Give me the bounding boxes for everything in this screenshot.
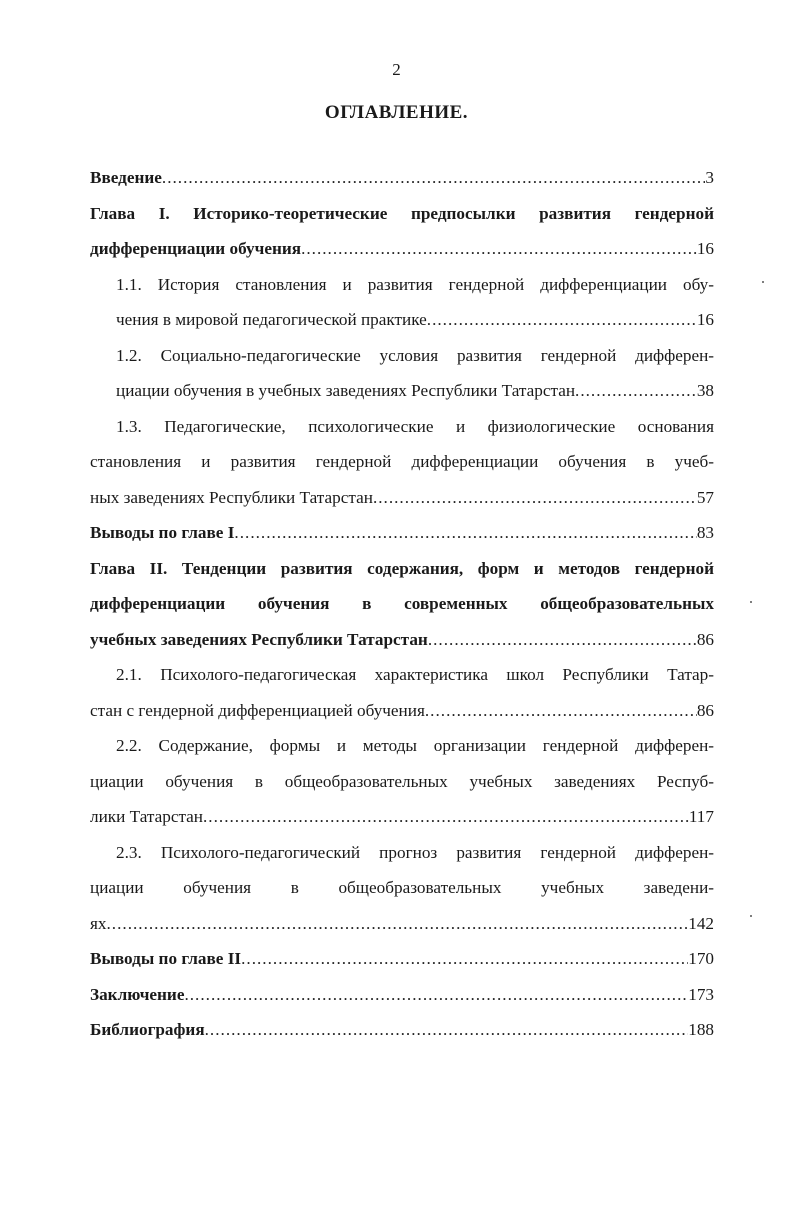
toc-page-number: 173 [688, 984, 714, 1004]
table-of-contents [90, 160, 714, 1048]
toc-entry-title: лики Татарстан [90, 807, 203, 826]
toc-entry-title: Библиография [90, 1020, 205, 1039]
toc-entry-title: циации обучения в общеобразовательных учебных заведениях Респуб- [90, 771, 714, 791]
toc-entry-title: Выводы по главе II [90, 949, 242, 968]
toc-entry-title: циации обучения в учебных заведениях Республики Татарстан [116, 381, 576, 400]
page-number: 2 [392, 60, 401, 79]
toc-entry-title: Глава II. Тенденции развития содержания, форм и методов гендерной [90, 558, 714, 578]
toc-entry-title: учебных заведениях Республики Татарстан [90, 629, 428, 649]
dot-leader [162, 160, 706, 196]
toc-entry-section-2-1[interactable] [90, 657, 714, 728]
toc-entry-section-2-3[interactable] [90, 835, 714, 942]
toc-page-number: 83 [696, 523, 714, 542]
toc-entry-title: стан с гендерной дифференциацией обучения [90, 700, 425, 720]
toc-page-number: 3 [705, 168, 714, 187]
toc-entry-introduction[interactable] [90, 160, 714, 196]
dot-leader [301, 231, 697, 267]
dot-leader [234, 515, 696, 551]
toc-entry-title: Выводы по главе I [90, 523, 235, 542]
toc-entry-conclusions-1[interactable] [90, 515, 714, 551]
toc-page-number: 188 [688, 1020, 714, 1039]
toc-entry-title: 2.2. Содержание, формы и методы организации гендерной дифферен- [116, 736, 714, 755]
dot-leader [575, 373, 697, 409]
scan-speck [750, 915, 752, 917]
toc-page-number: 16 [696, 310, 714, 329]
dot-leader [373, 480, 697, 516]
toc-entry-title: ных заведениях Республики Татарстан [90, 487, 373, 507]
toc-page-number: 86 [696, 629, 714, 649]
toc-page-number: 16 [696, 239, 714, 258]
dot-leader [427, 302, 697, 338]
toc-entry-title: Глава I. Историко-теоретические предпосылки развития гендерной [90, 203, 714, 223]
toc-entry-title: Заключение [90, 984, 185, 1004]
toc-entry-title: ях [90, 913, 107, 933]
toc-entry-title: 2.3. Психолого-педагогический прогноз развития гендерной дифферен- [116, 842, 714, 862]
toc-page-number: 57 [696, 487, 714, 507]
toc-entry-title: чения в мировой педагогической практике [116, 310, 427, 329]
toc-entry-title: 2.1. Психолого-педагогическая характеристика школ Республики Татар- [116, 665, 714, 684]
page-title: ОГЛАВЛЕНИЕ. [324, 102, 469, 123]
toc-entry-title: дифференциации обучения в современных общеобразовательных [90, 594, 714, 613]
toc-entry-title: 1.3. Педагогические, психологические и физиологические основания [116, 416, 714, 436]
toc-entry-conclusions-2[interactable] [90, 941, 714, 977]
toc-entry-section-1-1[interactable] [90, 267, 714, 338]
dot-leader [205, 1012, 689, 1048]
toc-entry-chapter-1[interactable] [90, 196, 714, 267]
scan-speck [762, 281, 764, 283]
toc-entry-title: 1.2. Социально-педагогические условия развития гендерной дифферен- [116, 345, 714, 365]
toc-entry-title: Введение [90, 168, 162, 187]
dot-leader [241, 941, 688, 977]
dot-leader [203, 799, 689, 835]
toc-entry-section-1-2[interactable] [90, 338, 714, 409]
toc-entry-title: циации обучения в общеобразовательных учебных заведени- [90, 878, 714, 897]
toc-entry-section-1-3[interactable] [90, 409, 714, 516]
toc-page-number: 170 [688, 949, 714, 968]
toc-entry-chapter-2[interactable] [90, 551, 714, 658]
dot-leader [428, 622, 697, 658]
toc-entry-bibliography[interactable] [90, 1012, 714, 1048]
scan-speck [750, 601, 752, 603]
toc-page-number: 142 [688, 913, 714, 933]
toc-entry-section-2-2[interactable] [90, 728, 714, 835]
dot-leader [184, 977, 688, 1013]
toc-entry-conclusion[interactable] [90, 977, 714, 1013]
dot-leader [107, 906, 689, 942]
toc-entry-title: 1.1. История становления и развития гендерной дифференциации обу- [116, 274, 714, 294]
toc-page-number: 38 [696, 381, 714, 400]
toc-page-number: 86 [696, 700, 714, 720]
toc-entry-title: становления и развития гендерной дифференциации обучения в учеб- [90, 452, 714, 471]
toc-page-number: 117 [688, 807, 714, 826]
toc-entry-title: дифференциации обучения [90, 239, 302, 258]
dot-leader [425, 693, 697, 729]
